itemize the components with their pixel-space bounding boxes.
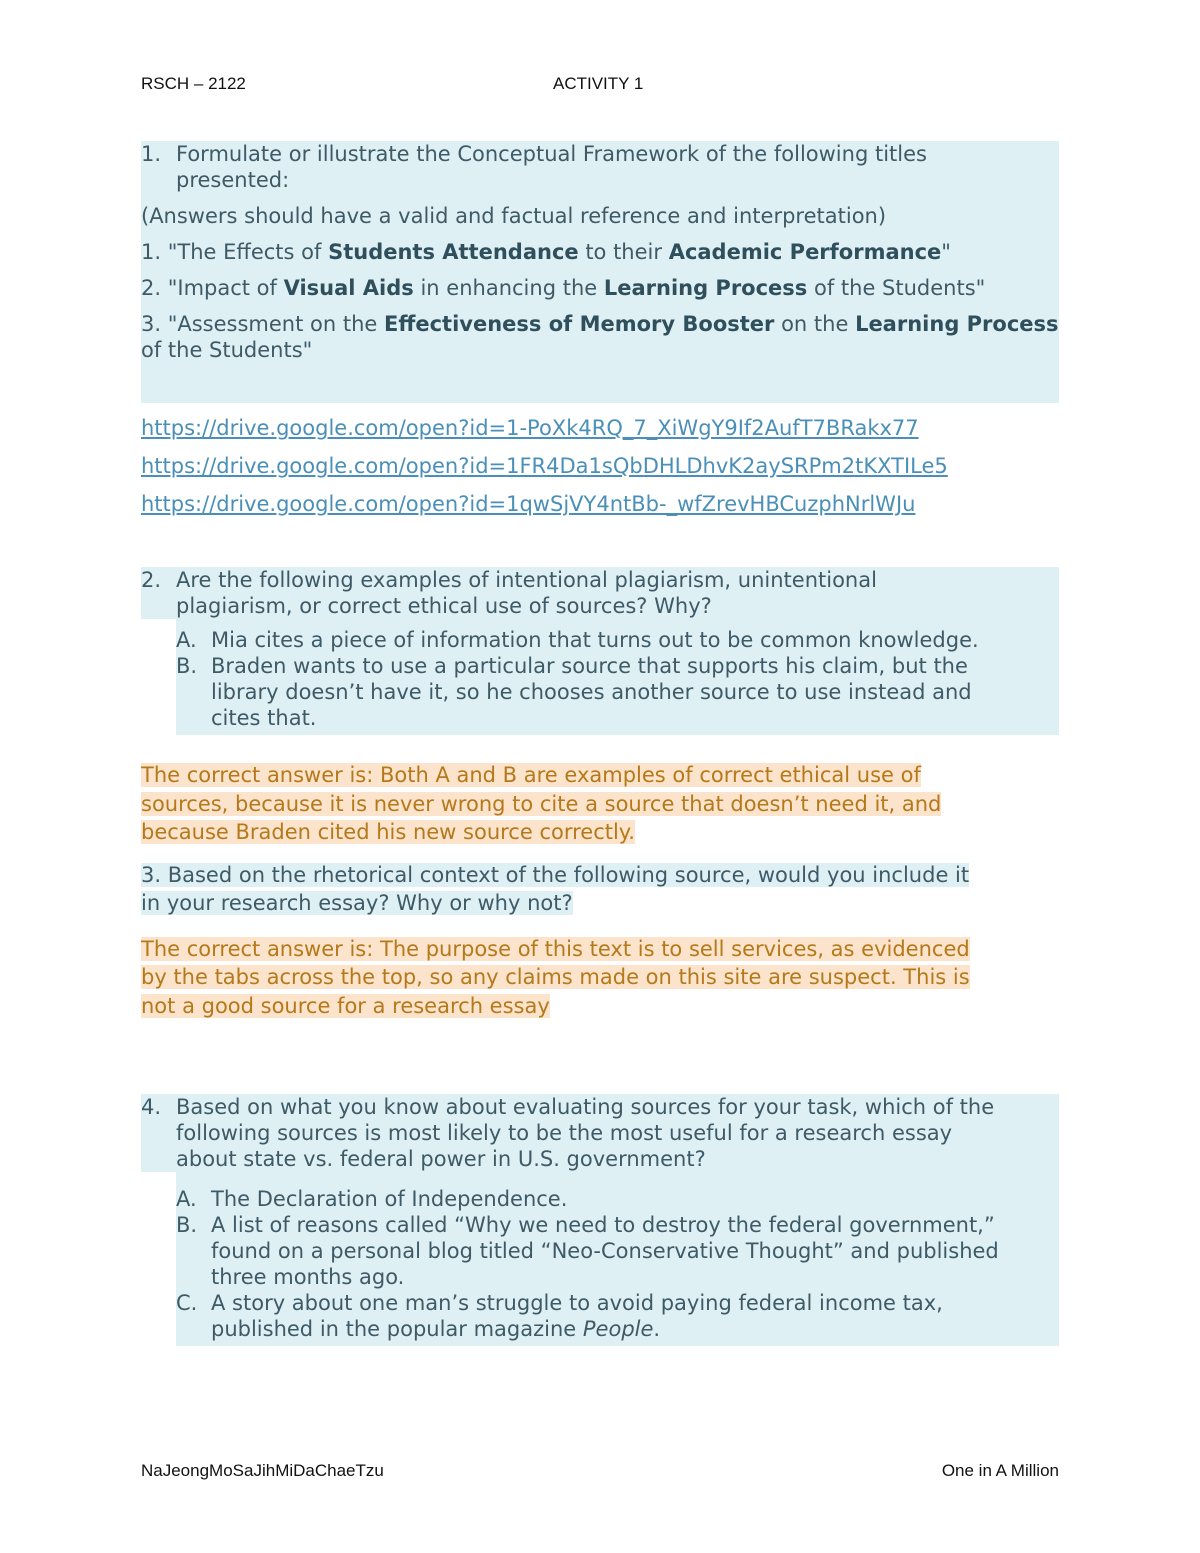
question-1-block xyxy=(141,141,1059,403)
question-number: 4. xyxy=(141,1095,162,1119)
question-2-answer: The correct answer is: Both A and B are examples of correct ethical use of sources, because it is never wrong to cite a source that doesn’t need it, and because Braden cited his new source correctly. xyxy=(141,763,942,844)
option-c: C. A story about one man’s struggle to avoid paying federal income tax, published in the popular magazine People. xyxy=(176,1291,943,1341)
question-1-text-cont: presented: xyxy=(176,168,290,192)
title-3: 3. "Assessment on the Effectiveness of Memory Booster on the Learning Process of the Students" xyxy=(141,312,1059,362)
option-b: B. Braden wants to use a particular source that supports his claim, but the library doesn’t have it, so he chooses another source to use instead and cites that. xyxy=(176,654,972,730)
option-b: B. A list of reasons called “Why we need to destroy the federal government,” found on a personal blog titled “Neo-Conservative Thought” and published three months ago. xyxy=(176,1213,999,1289)
question-3-block xyxy=(141,861,1059,1021)
question-1-text: Formulate or illustrate the Conceptual Framework of the following titles xyxy=(176,142,927,166)
question-1-prompt xyxy=(141,141,1059,193)
drive-link-2[interactable]: https://drive.google.com/open?id=1FR4Da1sQbDHLDhvK2aySRPm2tKXTILe5 xyxy=(141,454,948,478)
header-course: RSCH – 2122 xyxy=(141,74,246,93)
question-number: 1. xyxy=(141,142,162,166)
title-1: 1. "The Effects of Students Attendance to their Academic Performance" xyxy=(141,240,951,264)
question-2-options xyxy=(176,619,1059,735)
footer-left: NaJeongMoSaJihMiDaChaeTzu xyxy=(141,1461,384,1480)
question-4-block xyxy=(141,1094,1059,1346)
header-activity: ACTIVITY 1 xyxy=(553,74,644,93)
option-a: A. Mia cites a piece of information that turns out to be common knowledge. xyxy=(176,628,979,652)
question-4-prompt: 4. Based on what you know about evaluating sources for your task, which of the following sources is most likely to be the most useful for a research essay about state vs. federal power in U.S. government? xyxy=(141,1094,1059,1172)
drive-link-3[interactable]: https://drive.google.com/open?id=1qwSjVY4ntBb-_wfZrevHBCuzphNrlWJu xyxy=(141,492,916,516)
link-list xyxy=(141,415,1059,517)
answer-note: (Answers should have a valid and factual reference and interpretation) xyxy=(141,204,887,228)
question-4-options xyxy=(176,1172,1059,1346)
question-2-prompt: 2. Are the following examples of intentional plagiarism, unintentional plagiarism, or correct ethical use of sources? Why? xyxy=(141,567,1059,619)
question-2-block xyxy=(141,567,1059,847)
option-a: A. The Declaration of Independence. xyxy=(176,1187,568,1211)
footer-right: One in A Million xyxy=(941,1461,1059,1480)
question-3-answer: The correct answer is: The purpose of this text is to sell services, as evidenced by the tabs across the top, so any claims made on this site are suspect. This is not a good source for a research essay xyxy=(141,936,970,1018)
question-3-prompt: 3. Based on the rhetorical context of the following source, would you include it in your research essay? Why or why not? xyxy=(141,862,970,915)
title-2: 2. "Impact of Visual Aids in enhancing the Learning Process of the Students" xyxy=(141,276,986,300)
question-number: 2. xyxy=(141,568,162,592)
drive-link-1[interactable]: https://drive.google.com/open?id=1-PoXk4RQ_7_XiWgY9If2AufT7BRakx77 xyxy=(141,416,919,440)
document-body xyxy=(141,141,1059,1346)
